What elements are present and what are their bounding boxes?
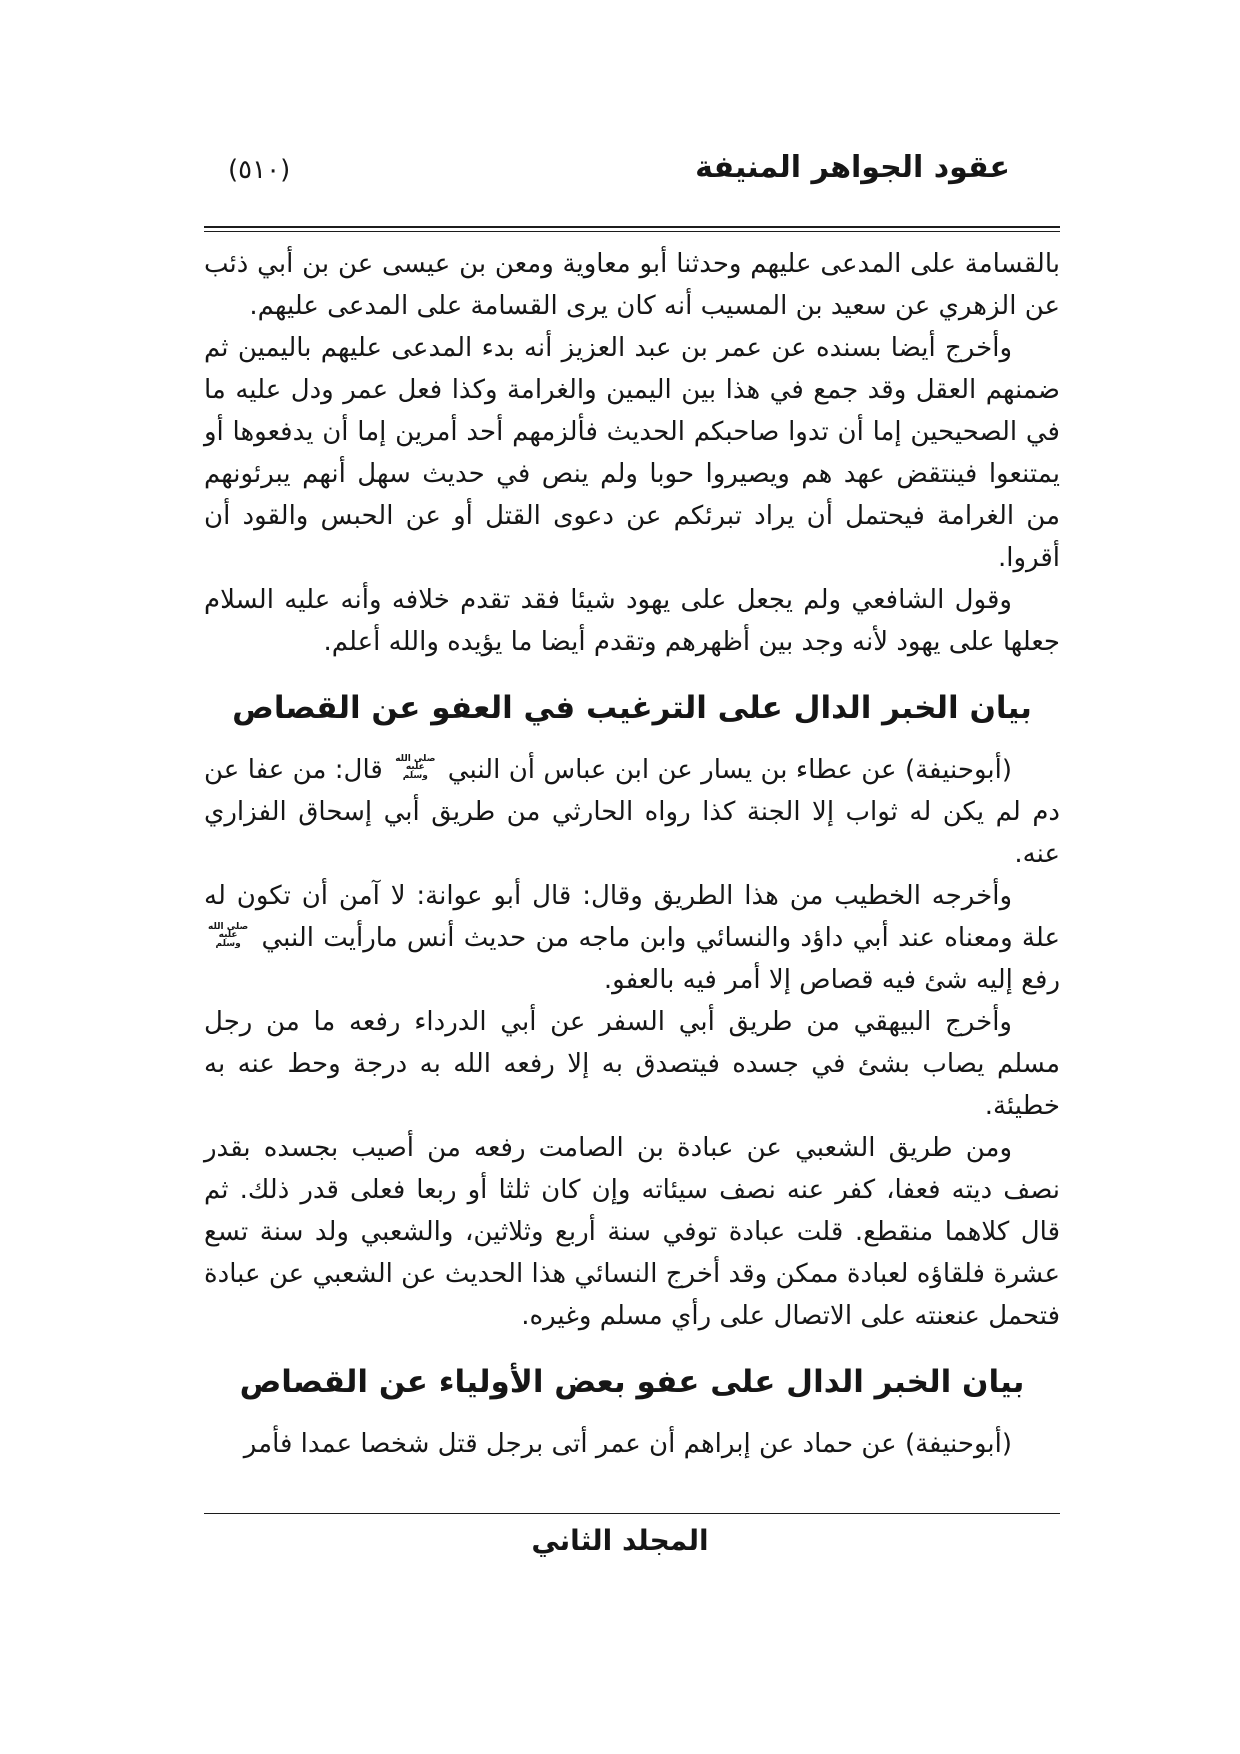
footer-rule xyxy=(204,1513,1060,1514)
book-title: عقود الجواهر المنيفة xyxy=(695,150,1010,185)
page-header xyxy=(204,150,1060,185)
body-paragraph: (أبوحنيفة) عن عطاء بن يسار عن ابن عباس أن النبي صلى الله عليه وسلم قال: من عفا عن دم لم يكن له ثواب إلا الجنة كذا رواه الحارثي من طريق أبي إسحاق الفزاري عنه. xyxy=(204,753,1060,869)
body-paragraph: (أبوحنيفة) عن حماد عن إبراهم أن عمر أتى برجل قتل شخصا عمدا فأمر xyxy=(243,1429,1012,1459)
page-body xyxy=(204,243,1060,1465)
body-paragraph: بالقسامة على المدعى عليهم وحدثنا أبو معاوية ومعن بن عيسى عن بن أبي ذئب عن الزهري عن سعيد بن المسيب أنه كان يرى القسامة على المدعى عليهم. xyxy=(204,249,1060,321)
prophet-honorific-icon: صلى الله عليه وسلم xyxy=(208,921,249,949)
prophet-honorific-icon: صلى الله عليه وسلم xyxy=(395,753,436,781)
header-rule xyxy=(204,226,1060,232)
body-paragraph: وأخرج البيهقي من طريق أبي السفر عن أبي الدرداء رفعه ما من رجل مسلم يصاب بشئ في جسده فيتصدق به إلا رفعه الله به درجة وحط عنه به خطيئة. xyxy=(204,1007,1060,1121)
body-paragraph: ومن طريق الشعبي عن عبادة بن الصامت رفعه من أصيب بجسده بقدر نصف ديته فعفا، كفر عنه نصف سيئاته وإن كان ثلثا أو ربعا فعلى قدر ذلك. ثم قال كلاهما منقطع. قلت عبادة توفي سنة أربع وثلاثين، والشعبي ولد سنة تسع عشرة فلقاؤه لعبادة ممكن وقد أخرج النسائي هذا الحديث عن الشعبي عن عبادة فتحمل عنعنته على الاتصال على رأي مسلم وغيره. xyxy=(204,1133,1060,1331)
body-paragraph: وقول الشافعي ولم يجعل على يهود شيئا فقد تقدم خلافه وأنه عليه السلام جعلها على يهود لأنه وجد بين أظهرهم وتقدم أيضا ما يؤيده والله أعلم. xyxy=(204,585,1060,657)
volume-label: المجلد الثاني xyxy=(531,1524,709,1557)
body-paragraph: وأخرجه الخطيب من هذا الطريق وقال: قال أبو عوانة: لا آمن أن تكون له علة ومعناه عند أبي داؤد والنسائي وابن ماجه من حديث أنس مارأيت النبي صلى الله عليه وسلم رفع إليه شئ فيه قصاص إلا أمر فيه بالعفو. xyxy=(204,881,1060,995)
section-heading: بيان الخبر الدال على عفو بعض الأولياء عن القصاص xyxy=(239,1364,1025,1400)
body-paragraph: وأخرج أيضا بسنده عن عمر بن عبد العزيز أنه بدء المدعى عليهم باليمين ثم ضمنهم العقل وقد جمع في هذا بين اليمين والغرامة وكذا فعل عمر ودل عليه ما في الصحيحين إما أن تدوا صاحبكم الحديث فألزمهم أحد أمرين إما أن يدفعوها أو يمتنعوا فينتقض عهد هم ويصيروا حوبا ولم ينص في حديث سهل أنهم يبرئونهم من الغرامة فيحتمل أن يراد تبرئكم عن دعوى القتل أو عن الحبس والقود أن أقروا. xyxy=(204,333,1060,573)
page-number: (٥١٠) xyxy=(228,155,291,185)
section-heading: بيان الخبر الدال على الترغيب في العفو عن القصاص xyxy=(232,690,1032,726)
